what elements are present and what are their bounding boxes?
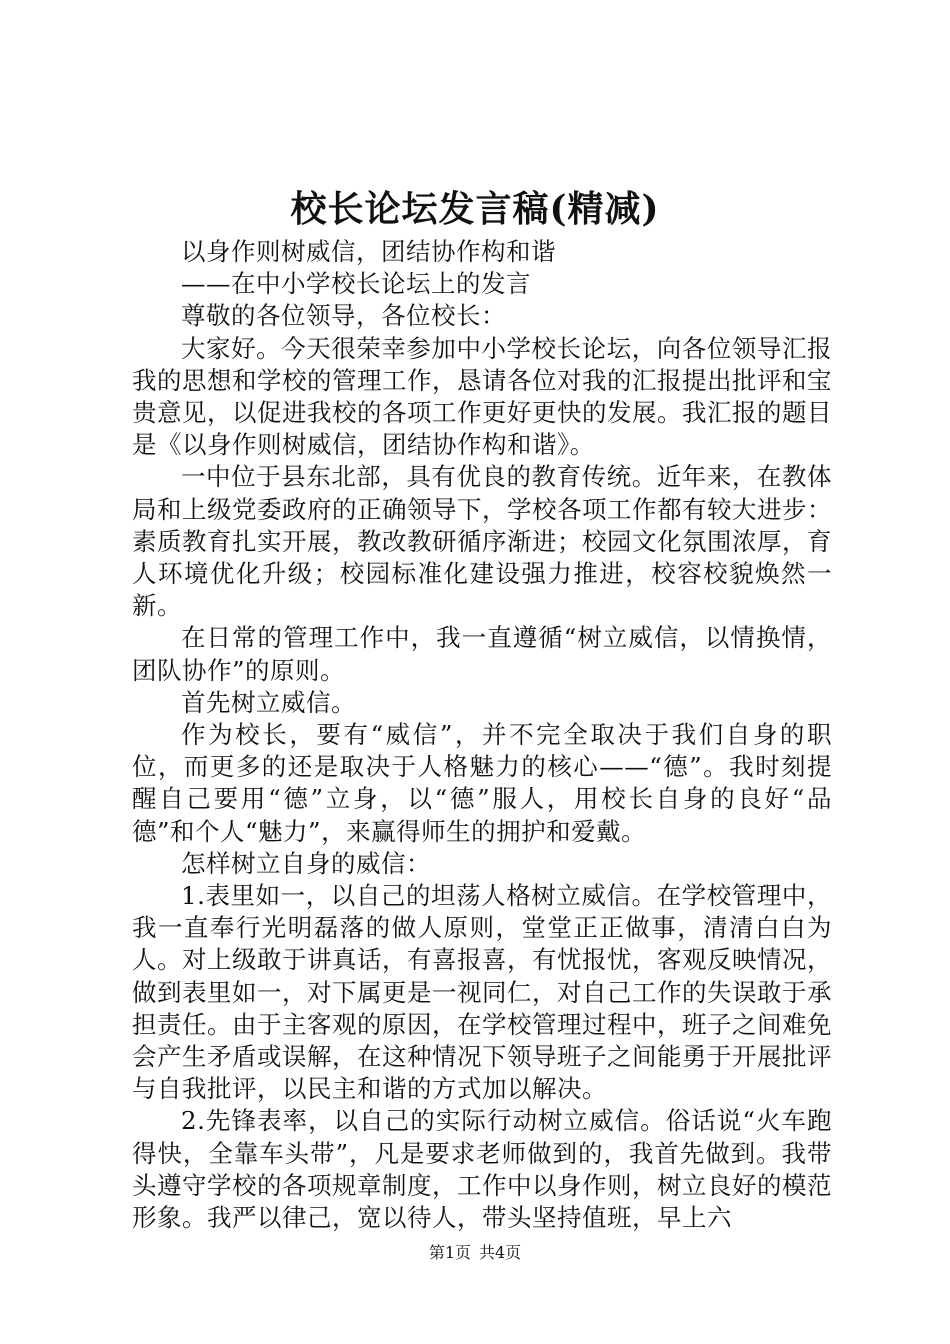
section-heading: 怎样树立自身的威信： [181, 848, 431, 878]
section-heading: 首先树立威信。 [181, 687, 356, 717]
document-body [132, 236, 832, 1234]
body-paragraph: 在日常的管理工作中，我一直遵循“树立威信，以情换情，团队协作”的原则。 [132, 623, 832, 685]
document-title: 校长论坛发言稿(精减) [290, 188, 660, 230]
body-paragraph: 大家好。今天很荣幸参加中小学校长论坛，向各位领导汇报我的思想和学校的管理工作，恳请各位对我的汇报提出批评和宝贵意见，以促进我校的各项工作更好更快的发展。我汇报的题目是《以身作则树威信，团结协作构和谐》。 [132, 333, 832, 460]
body-paragraph: 2.先锋表率，以自己的实际行动树立威信。俗话说“火车跑得快，全靠车头带”，凡是要求老师做到的，我首先做到。我带头遵守学校的各项规章制度，工作中以身作则，树立良好的模范形象。我严以律己，宽以待人，带头坚持值班，早上六 [132, 1106, 832, 1233]
page-number: 第1页 [428, 1243, 471, 1262]
body-paragraph: 一中位于县东北部，具有优良的教育传统。近年来，在教体局和上级党委政府的正确领导下，学校各项工作都有较大进步：素质教育扎实开展，教改教研循序渐进；校园文化氛围浓厚，育人环境优化升级；校园标准化建设强力推进，校容校貌焕然一新。 [132, 462, 832, 621]
salutation: 尊敬的各位领导，各位校长： [181, 301, 506, 331]
subtitle-source-line: ——在中小学校长论坛上的发言 [181, 269, 531, 299]
page-total: 共4页 [479, 1243, 522, 1262]
page-footer [0, 1241, 950, 1265]
body-paragraph: 作为校长，要有“威信”，并不完全取决于我们自身的职位，而更多的还是取决于人格魅力的核心——“德”。我时刻提醒自己要用“德”立身，以“德”服人，用校长自身的良好“品德”和个人“魅力”，来赢得师生的拥护和爱戴。 [132, 720, 832, 846]
subtitle-line: 以身作则树威信，团结协作构和谐 [181, 237, 556, 266]
body-paragraph: 1.表里如一，以自己的坦荡人格树立威信。在学校管理中，我一直奉行光明磊落的做人原则，堂堂正正做事，清清白白为人。对上级敢于讲真话，有喜报喜，有忧报忧，客观反映情况，做到表里如一，对下属更是一视同仁，对自己工作的失误敢于承担责任。由于主客观的原因，在学校管理过程中，班子之间难免会产生矛盾或误解，在这种情况下领导班子之间能勇于开展批评与自我批评，以民主和谐的方式加以解决。 [132, 881, 832, 1104]
